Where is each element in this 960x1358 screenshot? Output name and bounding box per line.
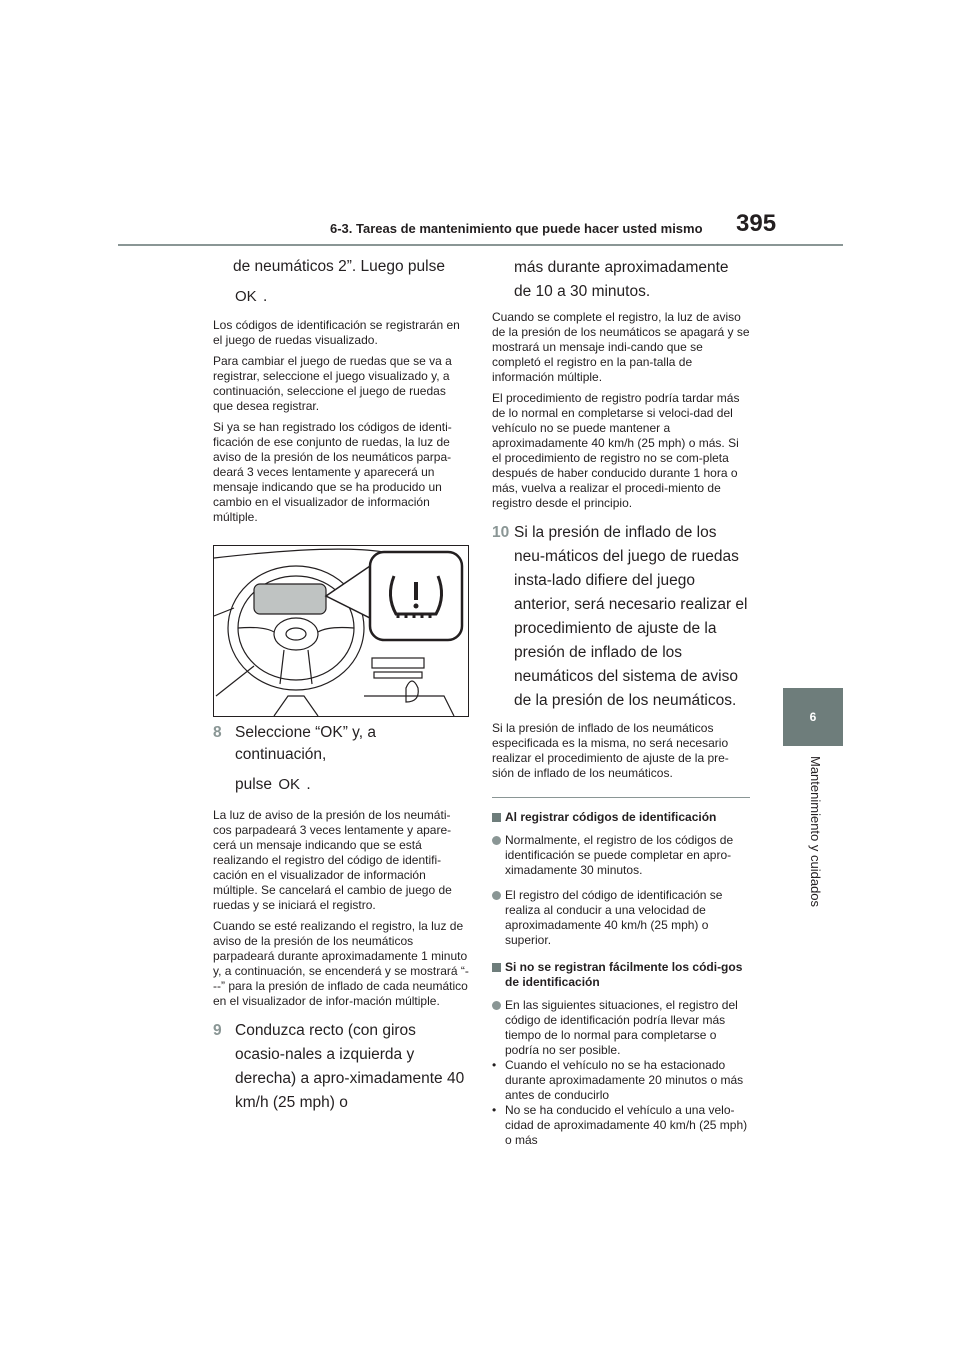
- note-paragraph: La luz de aviso de la presión de los neumáti-cos parpadeará 3 veces lentamente y apare-cerá un mensaje indicando que se está realizando el registro del código de identifi-cación en el visualizador de información múltiple. Se cancelará el cambio de juego de ruedas y se iniciará el registro.: [213, 808, 452, 912]
- chapter-label: Mantenimiento y cuidados: [808, 756, 823, 908]
- circle-bullet-icon: [492, 1001, 501, 1010]
- chapter-tab: [783, 688, 843, 746]
- step-10: [492, 521, 750, 713]
- step-8: [213, 722, 469, 796]
- dash-item: • Cuando el vehículo no se ha estacionado durante aproximadamente 20 minutos o más antes de conducirlo: [492, 1058, 744, 1102]
- note-paragraph: Cuando se esté realizando el registro, la luz de aviso de la presión de los neumáticos parpadeará durante aproximadamente 1 minuto y, a continuación, se encenderá y se mostrará “---” para la presión de inflado de cada neumático en el visualizador de infor-mación múltiple.: [213, 919, 469, 1008]
- chapter-number: 6: [809, 710, 817, 724]
- square-bullet-icon: [492, 963, 501, 972]
- left-column-top: [213, 256, 469, 531]
- bullet-item: Normalmente, el registro de los códigos de identificación se puede completar en apro-ximadamente 30 minutos.: [492, 833, 750, 878]
- note-paragraph: El procedimiento de registro podría tardar más de lo normal en completarse si veloci-dad del vehículo no se puede mantener a aproximadamente 40 km/h (25 mph) o más. Si el procedimiento de registro no se com-pleta después de haber conducido durante 1 hora o más, vuelva a realizar el procedi-miento de registro desde el principio.: [492, 391, 740, 510]
- note-paragraph: Si ya se han registrado los códigos de identi-ficación de ese conjunto de ruedas, la luz de aviso de la presión de los neumáticos parpa-deará 3 veces lentamente y aparecerá un mensaje indicando que se ha producido un cambio en el visualizador de información múltiple.: [213, 420, 452, 524]
- note-paragraph: Los códigos de identificación se registrarán en el juego de ruedas visualizado.: [213, 318, 460, 347]
- page-number: 395: [736, 210, 777, 237]
- period: .: [306, 776, 311, 793]
- note-paragraph: Para cambiar el juego de ruedas que se va a registrar, seleccione el juego visualizado y, a continuación, seleccione el juego de ruedas que desea registrar.: [213, 354, 452, 413]
- circle-bullet-icon: [492, 891, 501, 900]
- step-number: 10: [492, 524, 510, 541]
- step-9-continuation: más durante aproximadamente de 10 a 30 minutos.: [514, 259, 729, 300]
- right-column: [492, 256, 750, 1148]
- bullet-item: En las siguientes situaciones, el registro del código de identificación podría llevar más tiempo de lo normal para completarse o podría no ser posible.: [492, 998, 750, 1058]
- dash-bullet-icon: •: [492, 1058, 497, 1072]
- step-10-text: Si la presión de inflado de los neu-máticos del juego de ruedas insta-lado difiere del juego anterior, será necesario realizar el procedimiento de ajuste de la presión de inflado de los neumáticos del sistema de aviso de la presión de los neumáticos.: [514, 524, 748, 709]
- step-continuation: [213, 256, 469, 308]
- dashboard-illustration: [213, 545, 469, 717]
- circle-bullet-icon: [492, 836, 501, 845]
- step-9: [213, 1019, 469, 1115]
- subheading: Al registrar códigos de identificación: [492, 810, 750, 825]
- step-9-text: Conduzca recto (con giros ocasio-nales a izquierda y derecha) a apro-ximadamente 40 km/h (25 mph) o: [235, 1022, 465, 1111]
- steering-wheel-icon: [214, 546, 468, 716]
- square-bullet-icon: [492, 813, 501, 822]
- subheading: Si no se registran fácilmente los códi-gos de identificación: [492, 960, 750, 990]
- dash-item: • No se ha conducido el vehículo a una velo-cidad de aproximadamente 40 km/h (25 mph) o más: [492, 1103, 748, 1147]
- ok-button-symbol: OK: [278, 776, 301, 793]
- note-paragraph: Cuando se complete el registro, la luz de aviso de la presión de los neumáticos se apagará y se mostrará un mensaje indi-cando que se completó el registro en la pan-talla de información múltiple.: [492, 310, 750, 384]
- dash-bullet-icon: •: [492, 1103, 497, 1117]
- step-8-text: Seleccione “OK” y, a continuación,: [235, 724, 376, 763]
- step-continuation-text: de neumáticos 2”. Luego pulse: [233, 258, 445, 275]
- step-number: 8: [213, 724, 222, 741]
- left-column-bottom: [213, 722, 469, 1115]
- section-divider: [492, 797, 750, 798]
- ok-button-symbol: OK: [235, 288, 257, 305]
- section-title: 6-3. Tareas de mantenimiento que puede hacer usted mismo: [330, 221, 703, 236]
- period: .: [263, 288, 268, 305]
- bullet-item: El registro del código de identificación se realiza al conducir a una velocidad de aproximadamente 40 km/h (25 mph) o superior.: [492, 888, 750, 948]
- step-8-pulse: pulse: [235, 776, 273, 793]
- header-rule: [118, 244, 843, 246]
- step-number: 9: [213, 1022, 222, 1039]
- note-paragraph: Si la presión de inflado de los neumáticos especificada es la misma, no será necesario realizar el procedimiento de ajuste de la pre-sión de inflado de los neumáticos.: [492, 721, 729, 780]
